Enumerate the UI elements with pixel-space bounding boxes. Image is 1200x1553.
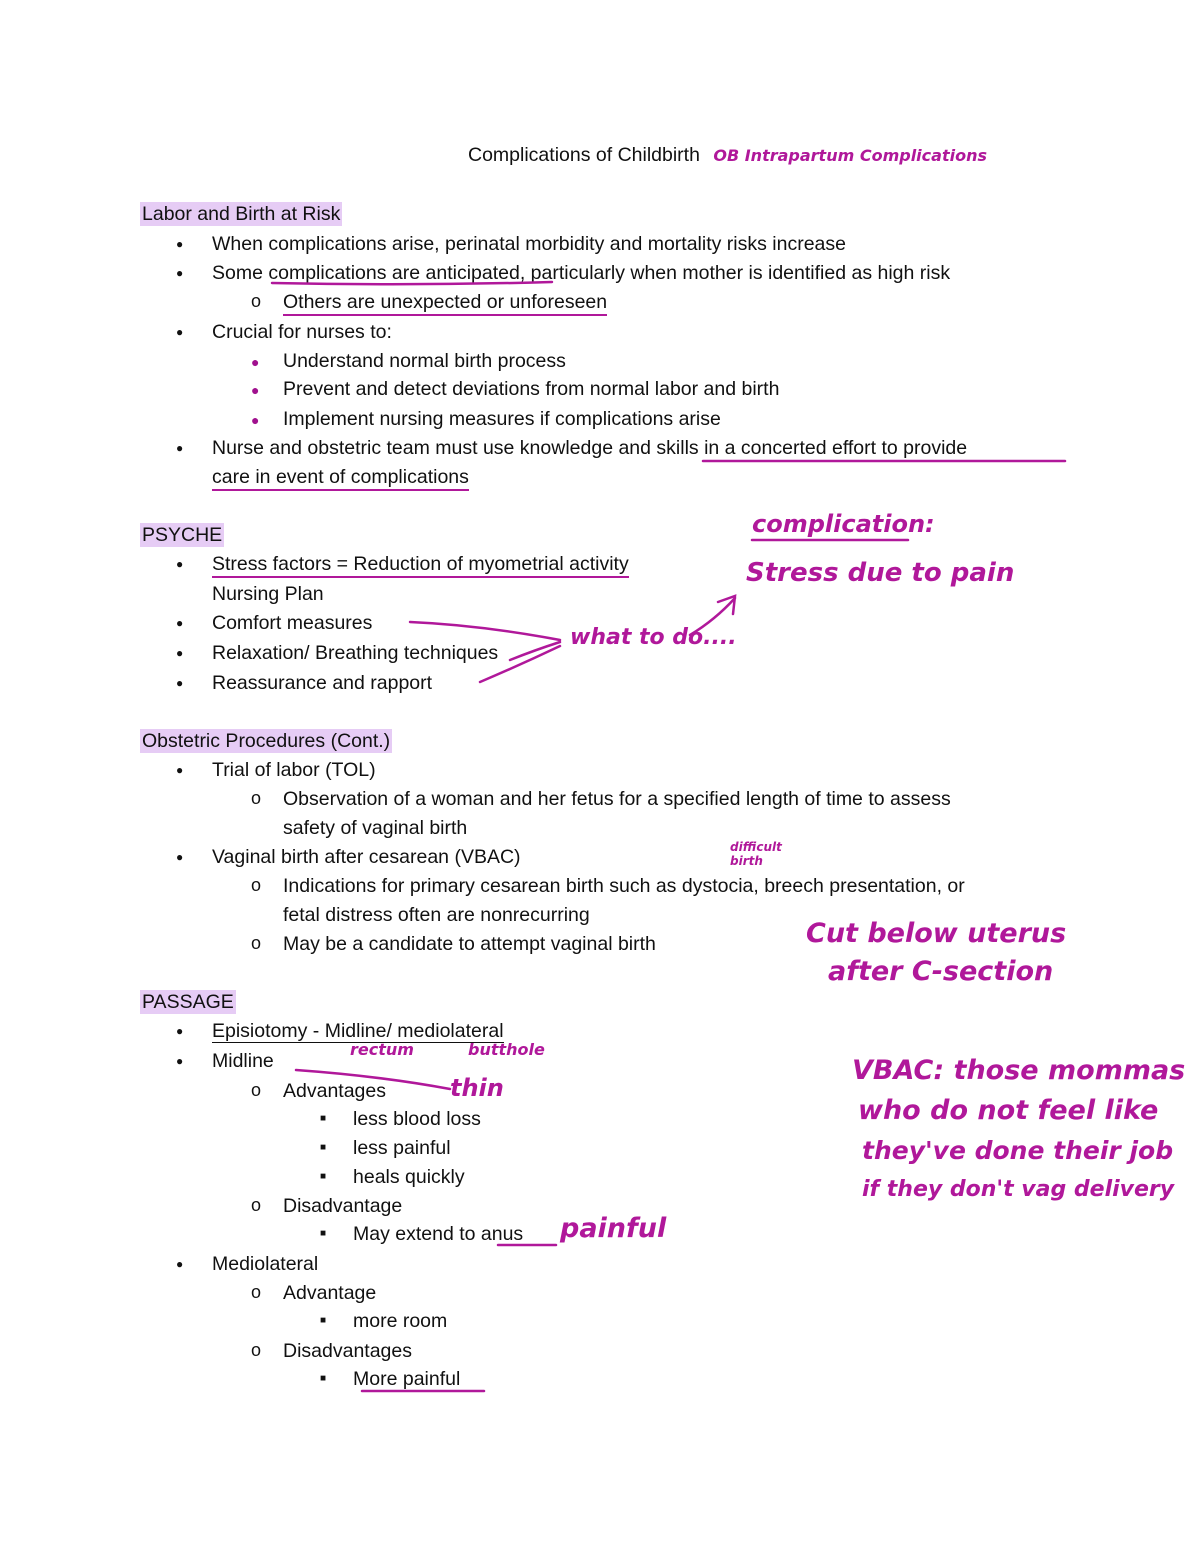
labor-item-1: ● When complications arise, perinatal morbidity and mortality risks increase: [212, 232, 846, 256]
passage-subitem-3: o Advantage: [283, 1281, 376, 1305]
labor-subitem-1-text: Others are unexpected or unforeseen: [283, 291, 607, 316]
obstetric-subitem-1-cont: safety of vaginal birth: [283, 817, 468, 839]
hw-vbac-line-1: VBAC: those mommas: [852, 1055, 1186, 1086]
labor-item-4: ● Nurse and obstetric team must use knowledge and skills in a concerted effort to provide: [212, 436, 967, 460]
labor-item-4-cont-text: care in event of complications: [212, 466, 469, 491]
section-heading-obstetric: Obstetric Procedures (Cont.): [142, 730, 391, 752]
obstetric-item-1: ● Trial of labor (TOL): [212, 758, 376, 782]
hw-after-c-section: after C-section: [828, 956, 1054, 987]
obstetric-subitem-2-cont: fetal distress often are nonrecurring: [283, 904, 590, 926]
labor-item-4-cont: [212, 465, 469, 489]
psyche-item-2: ● Comfort measures: [212, 611, 372, 635]
hw-painful: painful: [560, 1213, 667, 1244]
obstetric-subitem-2: o Indications for primary cesarean birth such as dystocia, breech presentation, or: [283, 874, 965, 898]
labor-subitem-4: ● Implement nursing measures if complications arise: [283, 407, 721, 431]
passage-item-3: ● Mediolateral: [212, 1252, 318, 1276]
section-heading-psyche: PSYCHE: [142, 524, 223, 546]
psyche-item-1-text: Stress factors = Reduction of myometrial activity: [212, 553, 629, 578]
passage-detail-4: ■ May extend to anus: [353, 1222, 523, 1246]
labor-subitem-3: ● Prevent and detect deviations from normal labor and birth: [283, 377, 779, 401]
hw-butthole: butthole: [468, 1040, 545, 1059]
passage-detail-3: ■ heals quickly: [353, 1165, 465, 1189]
psyche-item-3: ● Relaxation/ Breathing techniques: [212, 641, 498, 665]
obstetric-item-2: ● Vaginal birth after cesarean (VBAC): [212, 845, 521, 869]
hw-complication: complication:: [752, 510, 935, 538]
section-heading-labor: Labor and Birth at Risk: [142, 203, 341, 225]
obstetric-subitem-3: o May be a candidate to attempt vaginal birth: [283, 932, 656, 956]
labor-subitem-2: ● Understand normal birth process: [283, 349, 566, 373]
passage-subitem-1: o Advantages: [283, 1079, 386, 1103]
hw-vbac-line-4: if they don't vag delivery: [862, 1177, 1175, 1202]
hw-cut-below-uterus: Cut below uterus: [806, 918, 1067, 949]
passage-subitem-4: o Disadvantages: [283, 1339, 412, 1363]
psyche-item-1: [212, 552, 629, 576]
labor-item-3: ● Crucial for nurses to:: [212, 320, 392, 344]
hw-thin: thin: [450, 1074, 504, 1102]
ink-arrow-relaxation: [510, 642, 560, 660]
passage-subitem-2: o Disadvantage: [283, 1194, 402, 1218]
psyche-item-4: ● Reassurance and rapport: [212, 671, 432, 695]
passage-detail-1: ■ less blood loss: [353, 1107, 481, 1131]
document-title: [468, 144, 987, 167]
passage-item-1-text: Episiotomy - Midline/ mediolateral: [212, 1020, 504, 1042]
title-handwritten-note: OB Intrapartum Complications: [713, 146, 987, 165]
obstetric-subitem-1: o Observation of a woman and her fetus for a specified length of time to assess: [283, 787, 951, 811]
passage-detail-5: ■ more room: [353, 1309, 447, 1333]
hw-stress-due-to-pain: Stress due to pain: [746, 558, 1015, 588]
hw-what-to-do: what to do....: [570, 625, 737, 650]
passage-detail-2: ■ less painful: [353, 1136, 451, 1160]
section-heading-passage: PASSAGE: [142, 991, 234, 1013]
ink-arrow-comfort: [410, 622, 560, 640]
hw-vbac-line-3: they've done their job: [862, 1136, 1174, 1165]
passage-item-2: ● Midline: [212, 1049, 274, 1073]
hw-vbac-line-2: who do not feel like: [858, 1095, 1159, 1126]
psyche-nursing-plan: Nursing Plan: [212, 583, 324, 605]
labor-subitem-1: [283, 290, 607, 314]
labor-item-2: ● Some complications are anticipated, particularly when mother is identified as high risk: [212, 261, 950, 285]
passage-detail-6: ■ More painful: [353, 1367, 460, 1391]
title-text: Complications of Childbirth: [468, 144, 700, 166]
hw-rectum: rectum: [350, 1040, 414, 1059]
ink-arrowhead: [718, 596, 735, 614]
hw-difficult-birth: difficult birth: [730, 840, 782, 868]
